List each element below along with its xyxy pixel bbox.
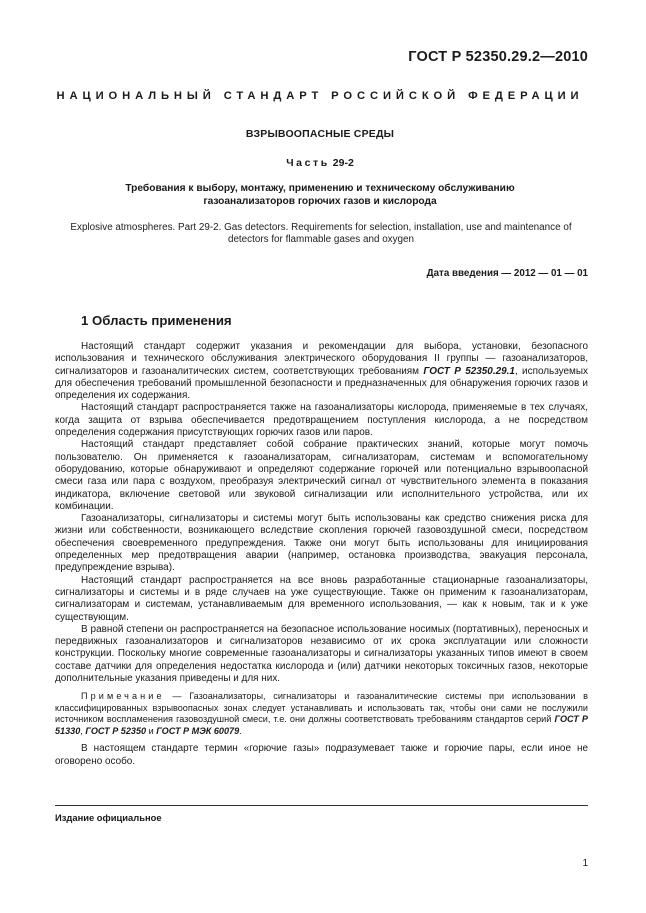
standard-reference: ГОСТ Р 52350.29.1: [423, 365, 515, 377]
english-title: Explosive atmospheres. Part 29-2. Gas detectors. Requirements for selection, installation, use and maintenance of detectors for flammable gases and oxygen: [70, 222, 572, 246]
page-number: 1: [582, 858, 588, 869]
official-edition-label: Издание официальное: [55, 812, 162, 823]
document-title: ВЗРЫВООПАСНЫЕ СРЕДЫ: [245, 128, 395, 140]
note-text: ,: [80, 725, 86, 736]
part-number: 29-2: [332, 157, 354, 169]
gost-number: ГОСТ Р 52350.29.2—2010: [408, 49, 588, 65]
footer-divider: [55, 805, 588, 806]
standard-reference: ГОСТ Р МЭК 60079: [156, 725, 240, 736]
paragraph: Настоящий стандарт распространяется на все вновь разработанные стационарные газоанализаторы, сигнализаторы и системы и в ряде случаев на уже существующие. Также он применим к газоанализаторам, сигнализаторам и системам, устанавливаемым для временного использования, — как к новым, так и к уже существующим.: [55, 574, 588, 623]
paragraph: [55, 341, 588, 402]
paragraph: Настоящий стандарт распространяется также на газоанализаторы кислорода, применяемые в тех случаях, когда защита от взрыва обеспечивается предотвращением поступления кислорода, а не посредством определения содержания присутствующих горючих газов или паров.: [55, 402, 588, 439]
note-label: Примечание: [81, 691, 165, 702]
paragraph: В равной степени он распространяется на безопасное использование носимых (портативных), переносных и передвижных газоанализаторов и сигнализаторов независимо от их срока эксплуатации или сложности конструкции. Поскольку многие современные газоанализаторы и сигнализаторы указанных типов имеют в своем составе датчики для определения недостатка кислорода и (или) датчики некоторых токсичных газов, некоторые дополнительные указания приведены и для них.: [55, 623, 588, 685]
note: [55, 691, 588, 737]
section-title: 1 Область применения: [81, 313, 232, 328]
paragraph-text: Настоящий стандарт содержит указания и рекомендации для выбора, установки, безопасного использования и технического обслуживания электрического оборудования II группы — газоанализаторов, сигнализаторов и газоаналитических систем, соответствующих требованиям: [55, 341, 588, 377]
document-subtitle: Требования к выбору, монтажу, применению и техническому обслуживанию газоанализаторов горючих газов и кислорода: [125, 183, 515, 207]
part-heading: [52, 157, 588, 169]
paragraph-text: , используемых для обеспечения требований промышленной безопасности и предназначенных для обнаружения горючих газов и определения их содержания.: [55, 365, 589, 402]
paragraph: В настоящем стандарте термин «горючие газы» подразумевает также и горючие пары, если иное не оговорено особо.: [55, 743, 588, 767]
national-standard-heading: НАЦИОНАЛЬНЫЙ СТАНДАРТ РОССИЙСКОЙ ФЕДЕРАЦИИ: [56, 90, 584, 102]
paragraph: Настоящий стандарт представляет собой собрание практических знаний, которые могут помочь пользователю. Он применяется к газоанализаторам, сигнализаторам, системам и вспомогательному оборудованию, которые обнаруживают и определяют содержание горючей или потенциально взрывоопасной смеси газа или пара с воздухом, преобразуя электрический сигнал от чувствительного элемента в показания индикатора, включение световой или звуковой сигнализации или исполнительного устройства, или их комбинации.: [55, 439, 588, 512]
note-text: .: [239, 725, 242, 736]
part-label: Часть: [286, 157, 330, 169]
standard-reference: ГОСТ Р 51330: [55, 714, 588, 736]
note-text: — Газоанализаторы, сигнализаторы и газоаналитические системы при использовании в классифицированных взрывоопасных зонах следует устанавливать и использовать так, чтобы они сами не послужили источником воспламенения газовоздушной смеси, т.е. они должны соответствовать требованиям стандартов серий: [55, 691, 588, 725]
standard-reference: ГОСТ Р 52350: [85, 725, 147, 736]
section-body: [55, 341, 588, 768]
paragraph: Газоанализаторы, сигнализаторы и системы могут быть использованы как средство снижения риска для жизни или собственности, возникающего вследствие скопления горючей газовоздушной смеси, посредством обеспечения своевременного предупреждения. Также они могут быть использованы для инициирования определенных мер предотвращения аварии (например, остановка производства, эвакуация персонала, предупреждение взрыва).: [55, 513, 588, 574]
introduction-date: Дата введения — 2012 — 01 — 01: [426, 268, 588, 279]
note-text: и: [146, 725, 157, 736]
